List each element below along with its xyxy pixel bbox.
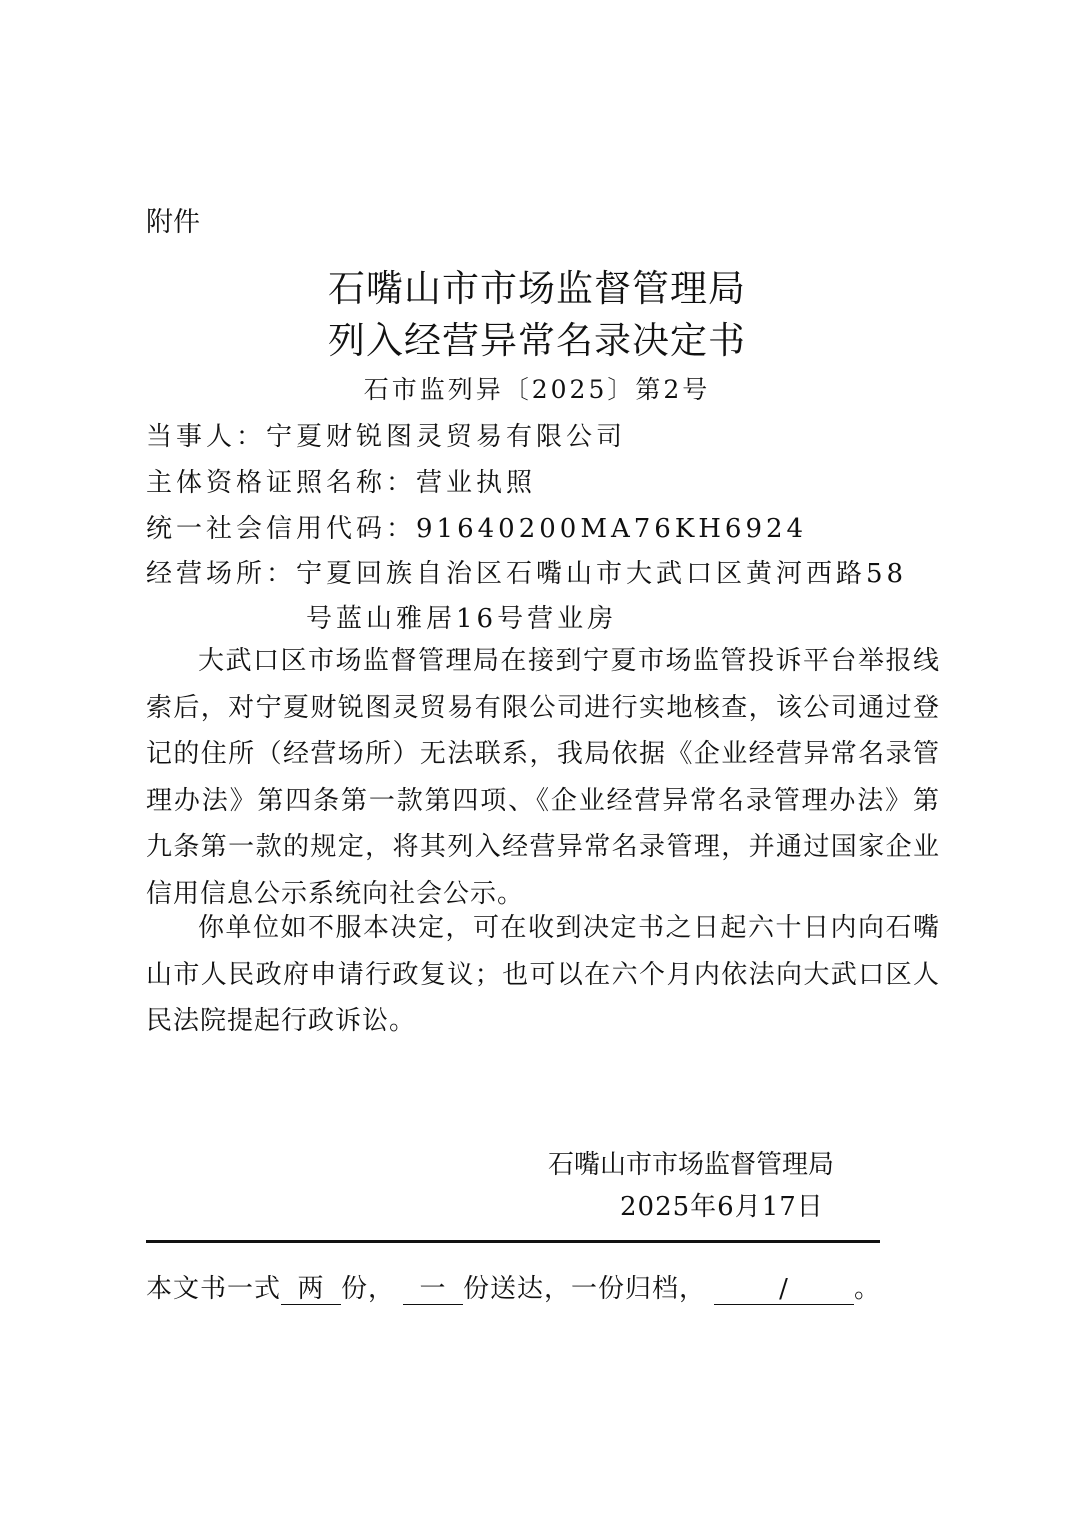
other-blank: / <box>714 1274 854 1305</box>
attachment-label: 附件 <box>146 207 200 238</box>
decision-paragraph: 大武口区市场监督管理局在接到宁夏市场监管投诉平台举报线索后，对宁夏财锐图灵贸易有限公司进行实地核查，该公司通过登记的住所（经营场所）无法联系，我局依据《企业经营异常名录管理办法》第四条第一款第四项、《企业经营异常名录管理办法》第九条第一款的规定，将其列入经营异常名录管理，并通过国家企业信用信息公示系统向社会公示。 <box>146 646 940 909</box>
document-title-line1: 石嘴山市市场监督管理局 <box>328 267 746 310</box>
address-field: 经营场所：宁夏回族自治区石嘴山市大武口区黄河西路58 <box>146 559 908 589</box>
footer-end: 。 <box>854 1274 882 1304</box>
license-name-field: 主体资格证照名称：营业执照 <box>146 468 537 498</box>
footer-prefix: 本文书一式 <box>146 1274 282 1304</box>
document-number: 石市监列异〔2025〕第2号 <box>363 375 711 404</box>
copies-count-blank: 两 <box>281 1274 341 1305</box>
address-field-continuation: 号蓝山雅居16号营业房 <box>306 604 618 634</box>
appeal-paragraph: 你单位如不服本决定，可在收到决定书之日起六十日内向石嘴山市人民政府申请行政复议；也可以在六个月内依法向大武口区人民法院提起行政诉讼。 <box>146 913 940 1036</box>
served-count-blank: 一 <box>403 1274 463 1305</box>
footer-mid1: 份， <box>341 1274 396 1304</box>
party-field: 当事人：宁夏财锐图灵贸易有限公司 <box>146 422 627 452</box>
footer-divider <box>146 1240 880 1243</box>
issue-date: 2025年6月17日 <box>620 1192 824 1222</box>
issuing-authority-signature: 石嘴山市市场监督管理局 <box>548 1150 835 1180</box>
credit-code-field: 统一社会信用代码：91640200MA76KH6924 <box>146 514 808 544</box>
footer-mid2: 份送达，一份归档， <box>463 1274 707 1304</box>
footer-copies-note <box>146 1268 881 1305</box>
document-title-line2: 列入经营异常名录决定书 <box>328 319 746 362</box>
